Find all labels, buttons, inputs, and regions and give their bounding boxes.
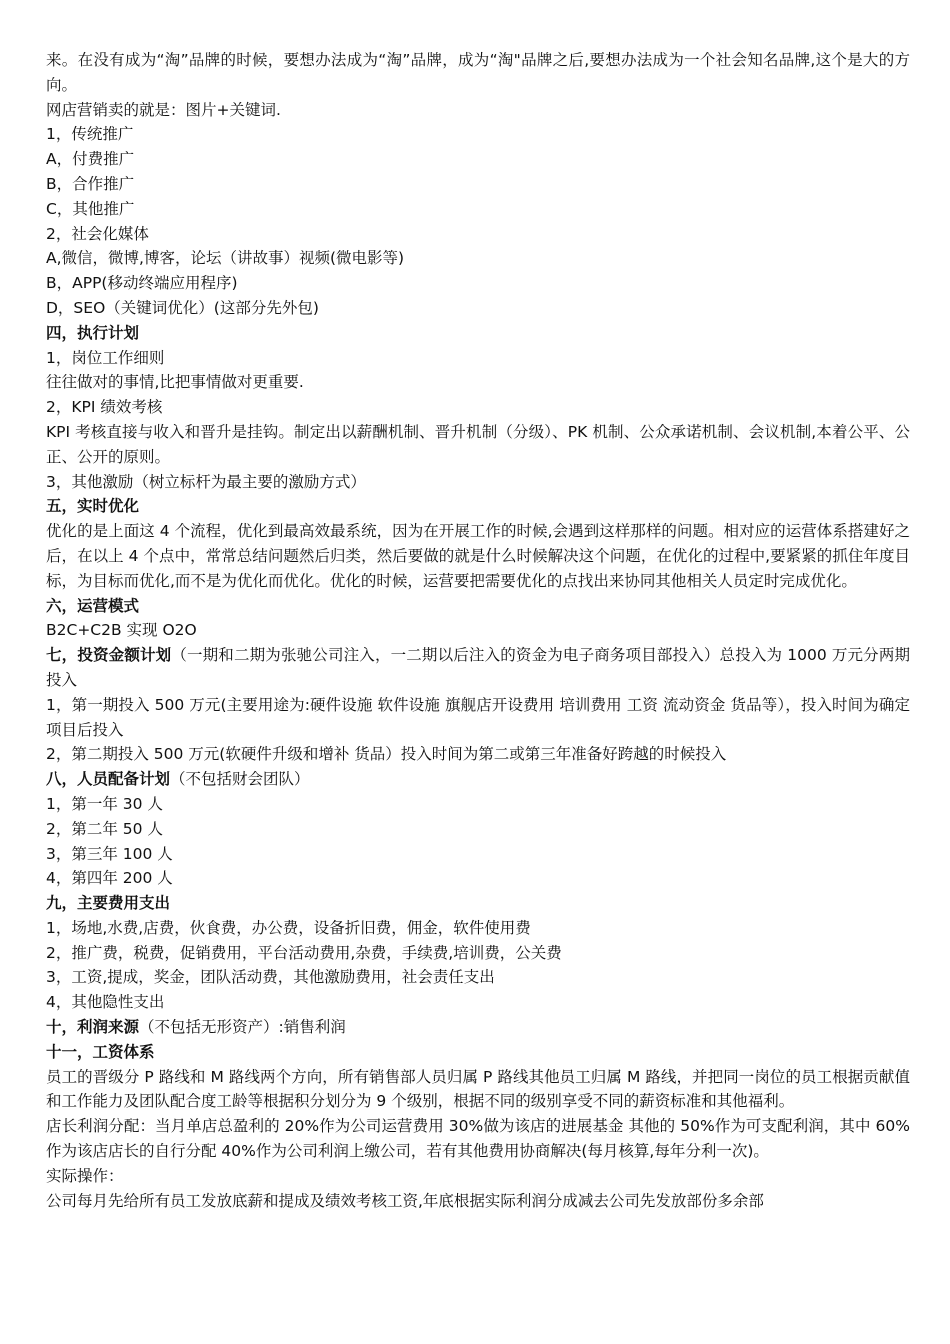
body-text: 往往做对的事情,比把事情做对更重要. (46, 373, 304, 392)
list-item: 1，第一年 30 人 (46, 794, 163, 813)
intro-sentence: 网店营销卖的就是：图片+关键词. (46, 100, 281, 119)
list-item: 2，KPI 绩效考核 (46, 398, 163, 417)
investment-plan-paragraph (46, 643, 910, 693)
list-item: A,微信，微博,博客，论坛（讲故事）视频(微电影等) (46, 249, 405, 268)
body-paragraph: 店长利润分配：当月单店总盈利的 20%作为公司运营费用 30%做为该店的进展基金 其他的 50%作为可支配利润，其中 60%作为该店店长的自行分配 40%作为公司利润上缴公司，若有其他费用协商解决(每月核算,每年分利一次)。 (46, 1117, 910, 1161)
profit-source-line (46, 1015, 910, 1040)
section-heading-investment-plan: 七，投资金额计划 (46, 646, 172, 665)
body-paragraph: KPI 考核直接与收入和晋升是挂钩。制定出以薪酬机制、晋升机制（分级）、PK 机制、公众承诺机制、会议机制,本着公平、公正、公开的原则。 (46, 422, 910, 466)
list-item: 3，第三年 100 人 (46, 844, 173, 863)
list-item: B，合作推广 (46, 174, 135, 193)
list-item: 2，社会化媒体 (46, 224, 149, 243)
list-item: C，其他推广 (46, 199, 135, 218)
list-item: 1，传统推广 (46, 125, 134, 144)
body-text: 公司每月先给所有员工发放底薪和提成及绩效考核工资,年底根据实际利润分成减去公司先发放部份多余部 (46, 1191, 764, 1210)
intro-paragraph: 来。在没有成为“淘”品牌的时候，要想办法成为“淘”品牌，成为“淘"品牌之后,要想办法成为一个社会知名品牌,这个是大的方向。 (46, 51, 910, 94)
list-item: 2，第二期投入 500 万元(软硬件升级和增补 货品）投入时间为第二或第三年准备好跨越的时候投入 (46, 745, 727, 764)
list-item: 2，第二年 50 人 (46, 819, 163, 838)
section-heading-profit-source: 十，利润来源 (46, 1018, 140, 1037)
staffing-plan-note: （不包括财会团队） (170, 770, 310, 789)
practice-label: 实际操作： (46, 1166, 124, 1185)
list-item: 1，第一期投入 500 万元(主要用途为:硬件设施 软件设施 旗舰店开设费用 培训费用 工资 流动资金 货品等），投入时间为确定项目后投入 (46, 695, 910, 739)
body-paragraph: 优化的是上面这 4 个流程，优化到最高效最系统，因为在开展工作的时候,会遇到这样那样的问题。相对应的运营体系搭建好之后，在以上 4 个点中，常常总结问题然后归类，然后要做的就是什么时候解决这个问题，在优化的过程中,要紧紧的抓住年度目标，为目标而优化,而不是为优化而优化。优化的时候，运营要把需要优化的点找出来协同其他相关人员定时完成优化。 (46, 522, 910, 590)
list-item: 1，场地,水费,店费，伙食费，办公费，设备折旧费，佣金，软件使用费 (46, 918, 531, 937)
section-heading-staffing-plan: 八，人员配备计划 (46, 770, 171, 789)
list-item: B，APP(移动终端应用程序) (46, 274, 238, 293)
section-heading-execution-plan: 四，执行计划 (46, 323, 140, 342)
list-item: A，付费推广 (46, 150, 135, 169)
section-heading-operation-mode: 六，运营模式 (46, 596, 140, 615)
list-item: 4，其他隐性支出 (46, 993, 165, 1012)
list-item: 1，岗位工作细则 (46, 348, 165, 367)
body-text: B2C+C2B 实现 O2O (46, 621, 197, 640)
section-heading-salary-system: 十一，工资体系 (46, 1042, 155, 1061)
profit-source-text: （不包括无形资产）:销售利润 (139, 1018, 346, 1037)
section-heading-main-expenses: 九，主要费用支出 (46, 894, 171, 913)
section-heading-optimization: 五，实时优化 (46, 497, 140, 516)
list-item: 4，第四年 200 人 (46, 869, 173, 888)
document-page (46, 48, 910, 1213)
list-item: 2，推广费，税费，促销费用，平台活动费用,杂费，手续费,培训费，公关费 (46, 943, 562, 962)
investment-plan-text: （一期和二期为张驰公司注入，一二期以后注入的资金为电子商务项目部投入）总投入为 1000 万元分两期投入 (46, 646, 910, 689)
list-item: 3，工资,提成，奖金，团队活动费，其他激励费用，社会责任支出 (46, 968, 495, 987)
staffing-plan-line (46, 767, 910, 792)
body-paragraph: 员工的晋级分 P 路线和 M 路线两个方向，所有销售部人员归属 P 路线其他员工归属 M 路线，并把同一岗位的员工根据贡献值和工作能力及团队配合度工龄等根据积分划分为 9 个级别，根据不同的级别享受不同的薪资标准和其他福利。 (46, 1067, 910, 1111)
list-item: 3，其他激励（树立标杆为最主要的激励方式） (46, 472, 366, 491)
list-item: D，SEO（关键词优化）(这部分先外包) (46, 298, 319, 317)
